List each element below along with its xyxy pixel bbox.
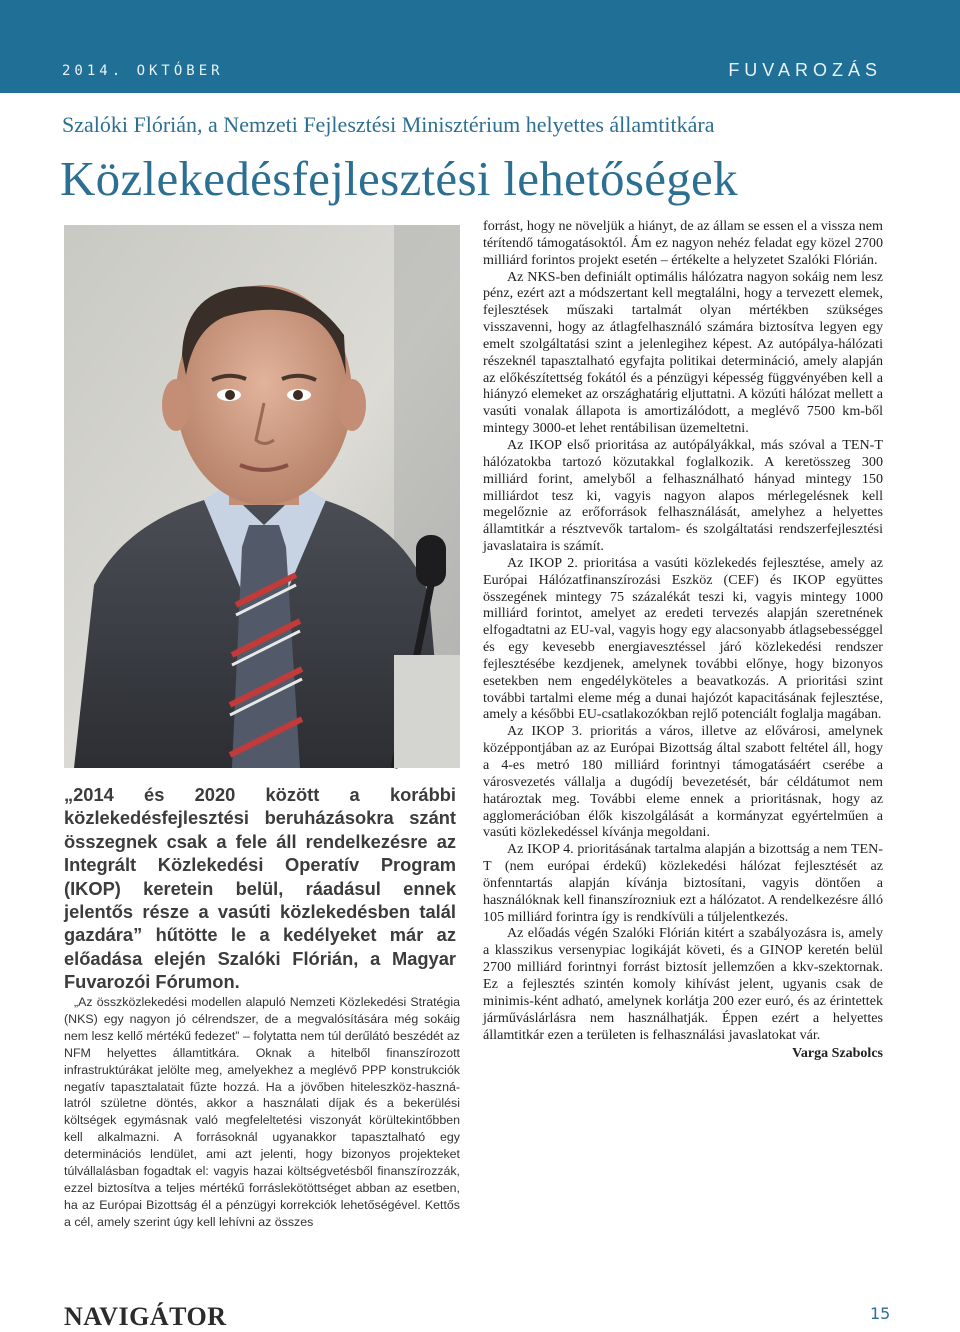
logo-text: NAVIGÁTOR (64, 1302, 227, 1331)
body-column (483, 218, 883, 1063)
body-paragraph: Az NKS-ben definiált optimális hálózatra nagyon sokáig nem lesz pénz, ezért azt a módszertant kell megtalálni, hogy a tervezett elemek, fejlesztések műszaki tartalmát olyan mértékben szükséges visszavenni, hogy az átlagfelhasználó számára biztosítva legyen egy emelt szolgáltatási szint a jelenlegihez képest. Az autópálya-hálózati részeknél tapasztalható egyfajta politikai determináció, amely alapján az előkészítettség fokától és a pénzügyi képesség függvényében kell a hiányzó elemeket az országhatárig eljuttatni. A közúti hálózat mellett a vasúti vonalak állapota is amortizálódott, a meglévő 7500 km-ből mintegy 3000-et lehet rentábilisan üzemeltetni. (483, 268, 883, 437)
section-label: FUVAROZÁS (728, 60, 882, 80)
article-title: Közlekedésfejlesztési lehetőségek (60, 151, 738, 206)
author-signature: Varga Szabolcs (792, 1046, 883, 1062)
portrait-photo-icon (64, 225, 460, 768)
header-bar (0, 0, 960, 93)
page-number: 15 (870, 1304, 891, 1323)
navigator-logo (64, 1300, 227, 1331)
issue-date: 2014. OKTÓBER (62, 63, 224, 79)
body-paragraph: forrást, hogy ne növeljük a hiányt, de az állam se essen el a vissza nem térítendő támogatásoktól. Ám ez nagyon nehéz feladat egy közel 2700 milliárd forintos projekt esetén – értékelte a helyzetet Szalóki Flórián. (483, 218, 883, 268)
pull-quote: „2014 és 2020 között a korábbi közlekedésfejlesztési beruházásokra szánt összegnek csak a fele áll rendelkezésre az Integrált Közlekedési Operatív Program (IKOP) keretein belül, ráadásul ennek jelentős része a vasúti közlekedésben talál gazdára” hűtötte le a kedélyeket már az előadása elején Szalóki Flórián, a Magyar Fuvarozói Fórumon. (64, 784, 456, 993)
body-paragraph: Az IKOP első prioritása az autópályákkal, más szóval a TEN-T hálózatokba tartozó közutakkal foglalkozik. A keretösszeg 300 milliárd forint, amelyből a felhasználható hányad mintegy 150 milliárdot tesz ki, vagyis nagyon alapos mérlegelésnek kell megelőznie az erőforrások felhasználását, amelyhez a helyettes államtitkár a résztvevők tartalom- és szolgáltatási rendszerfejlesztési javaslataira is számít. (483, 436, 883, 555)
lead-column (64, 994, 460, 1231)
body-paragraph: Az IKOP 3. prioritás a város, illetve az elővárosi, amelynek középpontjában az az Európai Bizottság által szabott feltétel áll, hogy a 4-es metró 180 milliárd forintnyi támogatásáért cserébe a városvezetés vállalja a dugódíj bevezetését, bár céldátumot nem határoztak meg. További eleme ennek a prioritásnak, hogy az agglomerációban élők kiszolgálását a kormányzat egyértelműen a vasúti közlekedéssel kívánja megoldani. (483, 723, 883, 841)
body-paragraph: Az előadás végén Szalóki Flórián kitért a szabályozásra is, amely a klasszikus versenypiac logikáját követi, és a GINOP keretén belül 2700 milliárd forintnyi forrást biztosít jellemzően a kkv-szektornak. Ez a fejlesztés szintén komoly kihívást jelent, ugyanis csak de minimis-ként adható, amelynek korlátja 200 ezer euró, és az érintettek járműváslárlásra nem használhatják. Éppen ezért a helyettes államtitkár ezen a területen is felhasználási javaslatokat vár. (483, 925, 883, 1043)
speaker-photo (64, 225, 460, 768)
lead-paragraph: „Az összközlekedési modellen alapuló Nemzeti Közlekedési Stratégia (NKS) egy nagyon jó célrendszer, de a megvalósítására még sokáig nem lesz kellő mértékű fedezet” – folytatta nem túl derűlátó beszédét az NFM helyettes államtitkára. Oknak a hitelből finanszírozott infrastruktúrákat jelölte meg, amelyekhez a meglévő PPP konstrukciók negatív tapasztalatait fűzte hozzá. Ha a jövőben hiteleszköz-használatról születne döntés, akkor a használati díjak és a bekerülési költségek egymásnak való megfeleltetési viszonyát körültekintőbben kell alkalmazni. A forrásoknál ugyanakkor tapasztalható egy determinációs lendület, ami azt jelenti, hogy bizonyos projekteket túlvállalásban fogadtak el: vagyis hazai költségvetésből finanszírozzák, ezzel biztosítva a teljes mértékű forráslekötöttséget abban az esetben, ha az Európai Bizottság él a pénzügyi korrekciók lehetőségével. Kettős a cél, amely szerint úgy kell lehívni az összes (64, 995, 460, 1229)
article-subtitle: Szalóki Flórián, a Nemzeti Fejlesztési Minisztérium helyettes államtitkára (62, 112, 715, 137)
body-paragraph: Az IKOP 2. prioritása a vasúti közlekedés fejlesztése, amely az Európai Hálózatfinanszírozási Eszköz (CEF) és IKOP együttes összegének mintegy 75 százalékát teszi ki, vagyis mintegy 1000 milliárd forintot, amelyet az eredeti tervezés alapján szeretnének elfogadtatni az EU-val, vagyis hogy egy alacsonyabb átlagsebességgel és egy kevesebb energiavesztéssel járó közlekedési rendszer fejlesztésébe kezdjenek, amelynek további előnye, hogy bizonyos esetekben nem engedélyköteles a beavatkozás. A prioritási szint további tartalmi eleme még a dunai hajózót kapacitásának fejlesztése, amely a későbbi EU-csatlakozókban rejlő potenciált foglalja magában. (483, 554, 883, 723)
body-paragraph: Az IKOP 4. prioritásának tartalma alapján a bizottság a nem TEN-T (nem európai érdekű) közlekedési hálózat fejlesztését az önfenntartás alapján kívánja biztosítani, vagyis döntően a használóknak kell finanszírozniuk ezt a hálózatot. A rendelkezésre álló 105 milliárd forintra így is rendkívüli a túljelentkezés. (483, 841, 883, 925)
